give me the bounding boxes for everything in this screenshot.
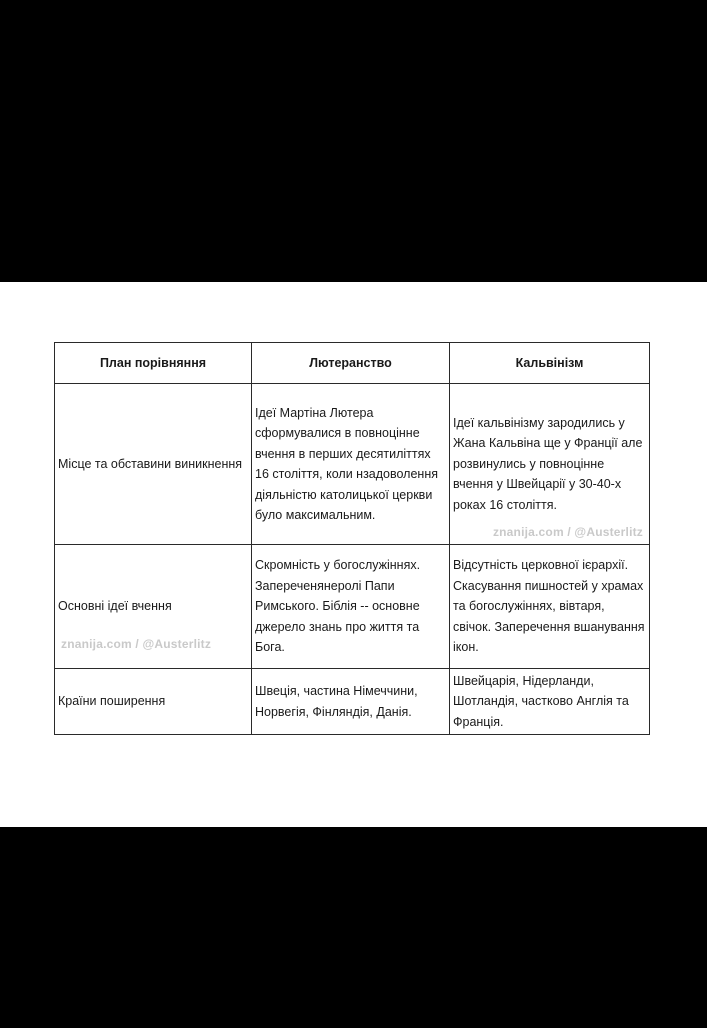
table-header-row	[55, 343, 650, 384]
row-lutheranism-cell	[252, 384, 450, 545]
row-plan-text: Країни поширення	[58, 694, 166, 709]
watermark: znanija.com / @Austerlitz	[492, 524, 643, 539]
comparison-table	[54, 342, 650, 735]
table-row	[55, 384, 650, 545]
row-calvinism-text: Швейцарія, Нідерланди, Шотландія, частково Англія та Франція.	[453, 673, 629, 729]
table-row	[55, 669, 650, 735]
row-lutheranism-text: Ідеї Мартіна Лютера сформувалися в повноцінне вчення в перших десятиліттях 16 століття, коли нзадоволення діяльністю католицької церкви було максимальним.	[255, 405, 438, 522]
row-plan-text: Місце та обставини виникнення	[58, 456, 243, 471]
row-plan-text: Основні ідеї вчення	[58, 599, 172, 614]
table-row	[55, 545, 650, 669]
header-plan: План порівняння	[55, 343, 252, 384]
watermark: znanija.com / @Austerlitz	[61, 636, 212, 651]
row-lutheranism-cell	[252, 669, 450, 735]
row-plan-cell	[55, 545, 252, 669]
row-lutheranism-text: Швеція, частина Німеччини, Норвегія, Фінляндія, Данія.	[255, 684, 418, 719]
photographed-page	[0, 282, 707, 827]
row-calvinism-cell	[450, 384, 650, 545]
row-plan-cell	[55, 669, 252, 735]
row-calvinism-cell	[450, 669, 650, 735]
header-lutheranism: Лютеранство	[252, 343, 450, 384]
row-lutheranism-cell	[252, 545, 450, 669]
header-calvinism: Кальвінізм	[450, 343, 650, 384]
row-calvinism-text: Відсутність церковної ієрархії. Скасування пишностей у храмах та богослужіннях, вівтаря, свічок. Заперечення вшанування ікон.	[453, 558, 645, 655]
row-calvinism-cell	[450, 545, 650, 669]
row-plan-cell	[55, 384, 252, 545]
row-calvinism-text: Ідеї кальвінізму зародились у Жана Кальвіна ще у Франції але розвинулись у повноцінне вчення у Швейцарії у 30-40-х роках 16 століття.	[453, 415, 643, 512]
row-lutheranism-text: Скромність у богослужіннях. Запереченянеролі Папи Римського. Біблія -- основне джерело знань про життя та Бога.	[255, 558, 421, 655]
